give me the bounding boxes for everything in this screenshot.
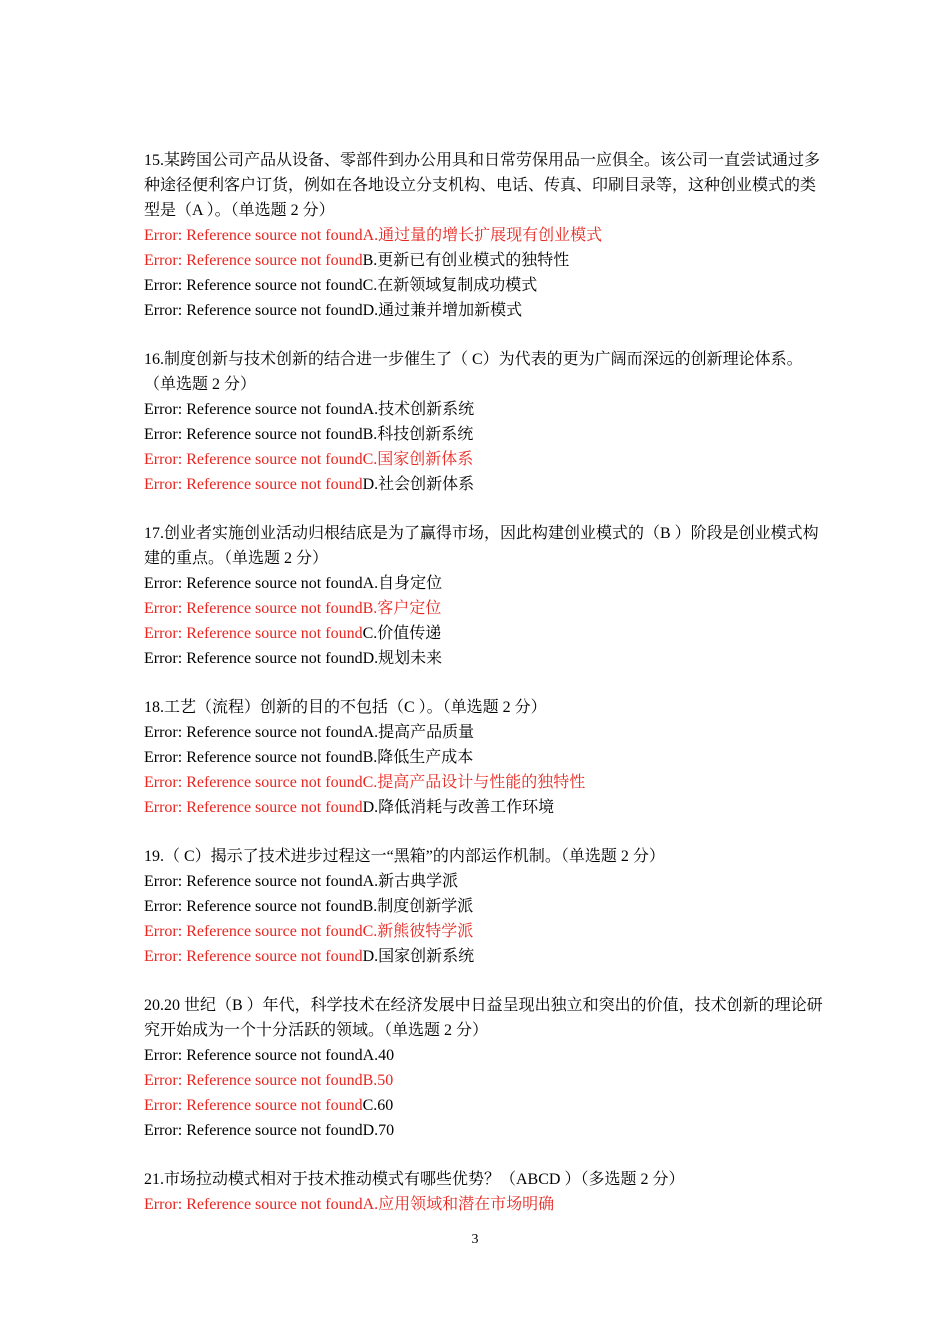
- error-text: Error: Reference source not found: [144, 625, 363, 642]
- error-text: Error: Reference source not found: [144, 302, 363, 319]
- option-b: [144, 248, 824, 273]
- option-text: A.新古典学派: [362, 873, 459, 890]
- error-text: Error: Reference source not found: [144, 476, 363, 493]
- error-text: Error: Reference source not found: [144, 1122, 363, 1139]
- option-d: [144, 795, 824, 820]
- error-text: Error: Reference source not found: [144, 252, 363, 269]
- option-c: [144, 447, 824, 472]
- error-text: Error: Reference source not found: [144, 277, 363, 294]
- option-text: A.提高产品质量: [362, 724, 475, 741]
- option-b: [144, 1068, 824, 1093]
- question-stem: 16.制度创新与技术创新的结合进一步催生了（ C）为代表的更为广阔而深远的创新理论体系。（单选题 2 分）: [144, 351, 803, 393]
- option-text: A.技术创新系统: [362, 401, 475, 418]
- question-16: [144, 347, 824, 497]
- option-c: [144, 919, 824, 944]
- option-a: [144, 720, 824, 745]
- error-text: Error: Reference source not found: [144, 575, 363, 592]
- option-text: B.50: [362, 1072, 394, 1089]
- option-text: A.通过量的增长扩展现有创业模式: [362, 227, 603, 244]
- option-a: [144, 1192, 824, 1217]
- question-15: [144, 148, 824, 323]
- question-17: [144, 521, 824, 671]
- option-d: [144, 944, 824, 969]
- option-text: B.客户定位: [362, 600, 442, 617]
- error-text: Error: Reference source not found: [144, 227, 363, 244]
- option-text: A.自身定位: [362, 575, 443, 592]
- question-18: [144, 695, 824, 820]
- option-text: C.国家创新体系: [362, 451, 474, 468]
- question-stem: 20.20 世纪（B ）年代，科学技术在经济发展中日益呈现出独立和突出的价值，技术创新的理论研究开始成为一个十分活跃的领域。（单选题 2 分）: [144, 997, 823, 1039]
- option-text: B.制度创新学派: [362, 898, 474, 915]
- option-text: A.应用领域和潜在市场明确: [362, 1196, 555, 1213]
- page-number: 3: [471, 1232, 479, 1247]
- question-stem: 19.（ C）揭示了技术进步过程这一“黑箱”的内部运作机制。（单选题 2 分）: [144, 848, 665, 865]
- option-text: B.降低生产成本: [362, 749, 474, 766]
- option-d: [144, 1118, 824, 1143]
- option-b: [144, 745, 824, 770]
- option-text: D.通过兼并增加新模式: [362, 302, 523, 319]
- option-text: B.更新已有创业模式的独特性: [362, 252, 570, 269]
- option-d: [144, 646, 824, 671]
- error-text: Error: Reference source not found: [144, 1097, 363, 1114]
- question-stem: 17.创业者实施创业活动归根结底是为了赢得市场，因此构建创业模式的（B ）阶段是创业模式构建的重点。（单选题 2 分）: [144, 525, 819, 567]
- error-text: Error: Reference source not found: [144, 401, 363, 418]
- error-text: Error: Reference source not found: [144, 923, 363, 940]
- option-text: C.在新领域复制成功模式: [362, 277, 538, 294]
- option-b: [144, 596, 824, 621]
- option-text: C.提高产品设计与性能的独特性: [362, 774, 586, 791]
- option-d: [144, 298, 824, 323]
- error-text: Error: Reference source not found: [144, 600, 363, 617]
- option-a: [144, 571, 824, 596]
- option-text: C.价值传递: [362, 625, 442, 642]
- option-a: [144, 869, 824, 894]
- option-c: [144, 770, 824, 795]
- option-text: C.新熊彼特学派: [362, 923, 474, 940]
- question-list: [144, 148, 824, 1241]
- error-text: Error: Reference source not found: [144, 1196, 363, 1213]
- option-text: A.40: [362, 1047, 395, 1064]
- error-text: Error: Reference source not found: [144, 650, 363, 667]
- question-stem: 21.市场拉动模式相对于技术推动模式有哪些优势？（ABCD ）（多选题 2 分）: [144, 1171, 685, 1188]
- option-text: D.规划未来: [362, 650, 443, 667]
- option-text: D.降低消耗与改善工作环境: [362, 799, 555, 816]
- option-text: C.60: [362, 1097, 394, 1114]
- option-text: D.国家创新系统: [362, 948, 475, 965]
- error-text: Error: Reference source not found: [144, 948, 363, 965]
- error-text: Error: Reference source not found: [144, 451, 363, 468]
- error-text: Error: Reference source not found: [144, 774, 363, 791]
- option-b: [144, 422, 824, 447]
- option-c: [144, 621, 824, 646]
- question-19: [144, 844, 824, 969]
- error-text: Error: Reference source not found: [144, 724, 363, 741]
- question-21: [144, 1167, 824, 1217]
- option-b: [144, 894, 824, 919]
- option-a: [144, 223, 824, 248]
- option-text: D.70: [362, 1122, 395, 1139]
- error-text: Error: Reference source not found: [144, 1047, 363, 1064]
- option-a: [144, 397, 824, 422]
- option-d: [144, 472, 824, 497]
- error-text: Error: Reference source not found: [144, 749, 363, 766]
- error-text: Error: Reference source not found: [144, 873, 363, 890]
- error-text: Error: Reference source not found: [144, 799, 363, 816]
- option-c: [144, 1093, 824, 1118]
- question-stem: 18.工艺（流程）创新的目的不包括（C ）。（单选题 2 分）: [144, 699, 547, 716]
- error-text: Error: Reference source not found: [144, 1072, 363, 1089]
- option-c: [144, 273, 824, 298]
- question-20: [144, 993, 824, 1143]
- question-stem: 15.某跨国公司产品从设备、零部件到办公用具和日常劳保用品一应俱全。该公司一直尝试通过多种途径便利客户订货，例如在各地设立分支机构、电话、传真、印刷目录等，这种创业模式的类型是（A ）。（单选题 2 分）: [144, 152, 821, 219]
- error-text: Error: Reference source not found: [144, 426, 363, 443]
- error-text: Error: Reference source not found: [144, 898, 363, 915]
- option-text: B.科技创新系统: [362, 426, 474, 443]
- option-a: [144, 1043, 824, 1068]
- option-text: D.社会创新体系: [362, 476, 475, 493]
